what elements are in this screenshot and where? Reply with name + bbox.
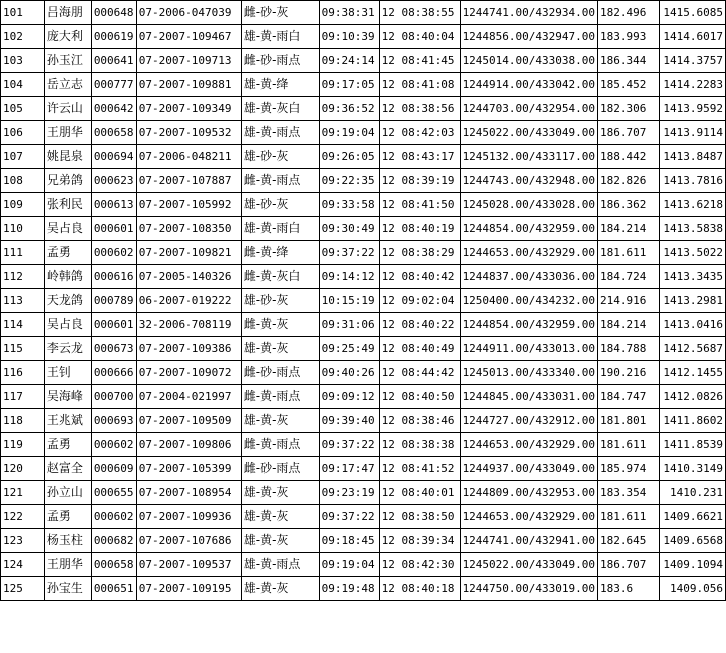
name-cell: 兄弟鸽 — [44, 169, 91, 193]
name-cell: 王钊 — [44, 361, 91, 385]
start-time-cell: 09:36:52 — [319, 97, 379, 121]
start-time-cell: 09:37:22 — [319, 241, 379, 265]
distance-cell: 181.611 — [598, 433, 660, 457]
distance-cell: 184.724 — [598, 265, 660, 289]
ring-number-cell: 07-2007-108954 — [136, 481, 241, 505]
coordinates-cell: 1244856.00/432947.00 — [460, 25, 597, 49]
name-cell: 张利民 — [44, 193, 91, 217]
name-cell: 孙立山 — [44, 481, 91, 505]
ring-number-cell: 07-2007-108350 — [136, 217, 241, 241]
ring-number-cell: 07-2007-109467 — [136, 25, 241, 49]
table-row — [1, 577, 726, 601]
rank-cell: 104 — [1, 73, 45, 97]
coordinates-cell: 1244911.00/433013.00 — [460, 337, 597, 361]
rank-cell: 121 — [1, 481, 45, 505]
table-row — [1, 409, 726, 433]
rank-cell: 118 — [1, 409, 45, 433]
rank-cell: 124 — [1, 553, 45, 577]
rank-cell: 105 — [1, 97, 45, 121]
feather-cell: 雄-砂-灰 — [241, 289, 319, 313]
distance-cell: 186.362 — [598, 193, 660, 217]
name-cell: 姚昆泉 — [44, 145, 91, 169]
name-cell: 孟勇 — [44, 241, 91, 265]
speed-cell: 1413.8487 — [659, 145, 725, 169]
coordinates-cell: 1244854.00/432959.00 — [460, 217, 597, 241]
rank-cell: 109 — [1, 193, 45, 217]
name-cell: 庞大利 — [44, 25, 91, 49]
start-time-cell: 09:19:04 — [319, 121, 379, 145]
rank-cell: 120 — [1, 457, 45, 481]
coordinates-cell: 1244703.00/432954.00 — [460, 97, 597, 121]
table-body — [1, 1, 726, 601]
feather-cell: 雄-黄-雨白 — [241, 25, 319, 49]
start-time-cell: 09:10:39 — [319, 25, 379, 49]
speed-cell: 1414.6017 — [659, 25, 725, 49]
member-id-cell: 000673 — [91, 337, 136, 361]
member-id-cell: 000623 — [91, 169, 136, 193]
arrival-time-cell: 12 08:40:18 — [379, 577, 460, 601]
table-row — [1, 73, 726, 97]
start-time-cell: 10:15:19 — [319, 289, 379, 313]
arrival-time-cell: 12 08:42:03 — [379, 121, 460, 145]
start-time-cell: 09:31:06 — [319, 313, 379, 337]
name-cell: 孙宝生 — [44, 577, 91, 601]
coordinates-cell: 1244854.00/432959.00 — [460, 313, 597, 337]
distance-cell: 186.344 — [598, 49, 660, 73]
speed-cell: 1413.9114 — [659, 121, 725, 145]
coordinates-cell: 1244743.00/432948.00 — [460, 169, 597, 193]
coordinates-cell: 1244741.00/432934.00 — [460, 1, 597, 25]
arrival-time-cell: 12 08:39:19 — [379, 169, 460, 193]
table-row — [1, 97, 726, 121]
speed-cell: 1413.3435 — [659, 265, 725, 289]
ring-number-cell: 07-2007-109349 — [136, 97, 241, 121]
table-row — [1, 457, 726, 481]
feather-cell: 雌-砂-雨点 — [241, 457, 319, 481]
distance-cell: 214.916 — [598, 289, 660, 313]
name-cell: 吴海峰 — [44, 385, 91, 409]
member-id-cell: 000789 — [91, 289, 136, 313]
rank-cell: 123 — [1, 529, 45, 553]
feather-cell: 雄-黄-灰 — [241, 529, 319, 553]
start-time-cell: 09:38:31 — [319, 1, 379, 25]
coordinates-cell: 1244653.00/432929.00 — [460, 433, 597, 457]
start-time-cell: 09:37:22 — [319, 433, 379, 457]
distance-cell: 186.707 — [598, 121, 660, 145]
speed-cell: 1412.5687 — [659, 337, 725, 361]
speed-cell: 1413.5838 — [659, 217, 725, 241]
table-row — [1, 121, 726, 145]
arrival-time-cell: 12 08:41:08 — [379, 73, 460, 97]
rank-cell: 115 — [1, 337, 45, 361]
rank-cell: 114 — [1, 313, 45, 337]
ring-number-cell: 07-2007-109881 — [136, 73, 241, 97]
arrival-time-cell: 12 08:41:52 — [379, 457, 460, 481]
arrival-time-cell: 12 08:42:30 — [379, 553, 460, 577]
table-row — [1, 289, 726, 313]
coordinates-cell: 1244727.00/432912.00 — [460, 409, 597, 433]
ring-number-cell: 06-2007-019222 — [136, 289, 241, 313]
coordinates-cell: 1244937.00/433049.00 — [460, 457, 597, 481]
ring-number-cell: 07-2005-140326 — [136, 265, 241, 289]
rank-cell: 101 — [1, 1, 45, 25]
arrival-time-cell: 12 08:41:45 — [379, 49, 460, 73]
speed-cell: 1409.6568 — [659, 529, 725, 553]
table-row — [1, 313, 726, 337]
table-row — [1, 169, 726, 193]
start-time-cell: 09:19:04 — [319, 553, 379, 577]
distance-cell: 190.216 — [598, 361, 660, 385]
member-id-cell: 000655 — [91, 481, 136, 505]
coordinates-cell: 1245013.00/433340.00 — [460, 361, 597, 385]
ring-number-cell: 07-2007-105399 — [136, 457, 241, 481]
arrival-time-cell: 12 08:38:46 — [379, 409, 460, 433]
distance-cell: 184.214 — [598, 313, 660, 337]
member-id-cell: 000616 — [91, 265, 136, 289]
arrival-time-cell: 12 09:02:04 — [379, 289, 460, 313]
name-cell: 王朋华 — [44, 553, 91, 577]
feather-cell: 雌-黄-雨点 — [241, 385, 319, 409]
arrival-time-cell: 12 08:40:50 — [379, 385, 460, 409]
rank-cell: 108 — [1, 169, 45, 193]
start-time-cell: 09:24:14 — [319, 49, 379, 73]
speed-cell: 1412.1455 — [659, 361, 725, 385]
speed-cell: 1412.0826 — [659, 385, 725, 409]
table-row — [1, 241, 726, 265]
speed-cell: 1409.056 — [659, 577, 725, 601]
rank-cell: 103 — [1, 49, 45, 73]
feather-cell: 雌-黄-灰 — [241, 313, 319, 337]
rank-cell: 113 — [1, 289, 45, 313]
ring-number-cell: 07-2004-021997 — [136, 385, 241, 409]
arrival-time-cell: 12 08:40:22 — [379, 313, 460, 337]
member-id-cell: 000609 — [91, 457, 136, 481]
arrival-time-cell: 12 08:40:19 — [379, 217, 460, 241]
ring-number-cell: 07-2006-047039 — [136, 1, 241, 25]
name-cell: 天龙鸽 — [44, 289, 91, 313]
member-id-cell: 000601 — [91, 313, 136, 337]
name-cell: 王兆斌 — [44, 409, 91, 433]
ring-number-cell: 07-2007-109806 — [136, 433, 241, 457]
distance-cell: 183.993 — [598, 25, 660, 49]
feather-cell: 雄-砂-灰 — [241, 145, 319, 169]
coordinates-cell: 1250400.00/434232.00 — [460, 289, 597, 313]
start-time-cell: 09:26:05 — [319, 145, 379, 169]
start-time-cell: 09:25:49 — [319, 337, 379, 361]
name-cell: 孙玉江 — [44, 49, 91, 73]
member-id-cell: 000641 — [91, 49, 136, 73]
ring-number-cell: 32-2006-708119 — [136, 313, 241, 337]
coordinates-cell: 1244741.00/432941.00 — [460, 529, 597, 553]
rank-cell: 125 — [1, 577, 45, 601]
table-row — [1, 553, 726, 577]
distance-cell: 185.974 — [598, 457, 660, 481]
member-id-cell: 000658 — [91, 553, 136, 577]
table-row — [1, 193, 726, 217]
distance-cell: 186.707 — [598, 553, 660, 577]
name-cell: 许云山 — [44, 97, 91, 121]
speed-cell: 1409.1094 — [659, 553, 725, 577]
speed-cell: 1413.9592 — [659, 97, 725, 121]
arrival-time-cell: 12 08:38:29 — [379, 241, 460, 265]
start-time-cell: 09:39:40 — [319, 409, 379, 433]
name-cell: 岭韩鸽 — [44, 265, 91, 289]
rank-cell: 117 — [1, 385, 45, 409]
rank-cell: 122 — [1, 505, 45, 529]
rank-cell: 102 — [1, 25, 45, 49]
ring-number-cell: 07-2007-109936 — [136, 505, 241, 529]
speed-cell: 1409.6621 — [659, 505, 725, 529]
feather-cell: 雌-砂-雨点 — [241, 49, 319, 73]
member-id-cell: 000613 — [91, 193, 136, 217]
speed-cell: 1410.231 — [659, 481, 725, 505]
distance-cell: 184.214 — [598, 217, 660, 241]
table-row — [1, 505, 726, 529]
coordinates-cell: 1245014.00/433038.00 — [460, 49, 597, 73]
rank-cell: 112 — [1, 265, 45, 289]
coordinates-cell: 1245132.00/433117.00 — [460, 145, 597, 169]
member-id-cell: 000642 — [91, 97, 136, 121]
member-id-cell: 000682 — [91, 529, 136, 553]
feather-cell: 雌-黄-雨点 — [241, 433, 319, 457]
start-time-cell: 09:37:22 — [319, 505, 379, 529]
speed-cell: 1411.8602 — [659, 409, 725, 433]
feather-cell: 雄-黄-灰 — [241, 577, 319, 601]
start-time-cell: 09:14:12 — [319, 265, 379, 289]
coordinates-cell: 1244914.00/433042.00 — [460, 73, 597, 97]
rank-cell: 107 — [1, 145, 45, 169]
member-id-cell: 000658 — [91, 121, 136, 145]
ring-number-cell: 07-2007-109537 — [136, 553, 241, 577]
ring-number-cell: 07-2007-105992 — [136, 193, 241, 217]
distance-cell: 182.826 — [598, 169, 660, 193]
rank-cell: 106 — [1, 121, 45, 145]
ring-number-cell: 07-2007-109532 — [136, 121, 241, 145]
arrival-time-cell: 12 08:44:42 — [379, 361, 460, 385]
ring-number-cell: 07-2007-109386 — [136, 337, 241, 361]
distance-cell: 182.645 — [598, 529, 660, 553]
start-time-cell: 09:18:45 — [319, 529, 379, 553]
table-row — [1, 337, 726, 361]
arrival-time-cell: 12 08:40:04 — [379, 25, 460, 49]
coordinates-cell: 1245022.00/433049.00 — [460, 553, 597, 577]
name-cell: 孟勇 — [44, 433, 91, 457]
distance-cell: 181.611 — [598, 241, 660, 265]
feather-cell: 雄-黄-灰 — [241, 505, 319, 529]
rank-cell: 119 — [1, 433, 45, 457]
speed-cell: 1413.7816 — [659, 169, 725, 193]
table-row — [1, 25, 726, 49]
speed-cell: 1413.5022 — [659, 241, 725, 265]
start-time-cell: 09:33:58 — [319, 193, 379, 217]
member-id-cell: 000777 — [91, 73, 136, 97]
feather-cell: 雄-黄-雨点 — [241, 553, 319, 577]
rank-cell: 111 — [1, 241, 45, 265]
name-cell: 李云龙 — [44, 337, 91, 361]
feather-cell: 雄-砂-灰 — [241, 193, 319, 217]
speed-cell: 1415.6085 — [659, 1, 725, 25]
distance-cell: 184.788 — [598, 337, 660, 361]
speed-cell: 1414.3757 — [659, 49, 725, 73]
coordinates-cell: 1244653.00/432929.00 — [460, 505, 597, 529]
start-time-cell: 09:23:19 — [319, 481, 379, 505]
table-row — [1, 1, 726, 25]
ring-number-cell: 07-2007-109195 — [136, 577, 241, 601]
feather-cell: 雌-黄-绛 — [241, 241, 319, 265]
name-cell: 赵富全 — [44, 457, 91, 481]
member-id-cell: 000602 — [91, 241, 136, 265]
start-time-cell: 09:22:35 — [319, 169, 379, 193]
coordinates-cell: 1244653.00/432929.00 — [460, 241, 597, 265]
speed-cell: 1413.6218 — [659, 193, 725, 217]
rank-cell: 116 — [1, 361, 45, 385]
feather-cell: 雌-黄-雨点 — [241, 169, 319, 193]
start-time-cell: 09:30:49 — [319, 217, 379, 241]
ring-number-cell: 07-2007-107887 — [136, 169, 241, 193]
member-id-cell: 000666 — [91, 361, 136, 385]
distance-cell: 184.747 — [598, 385, 660, 409]
distance-cell: 182.496 — [598, 1, 660, 25]
table-row — [1, 217, 726, 241]
name-cell: 吴占良 — [44, 313, 91, 337]
ring-number-cell: 07-2007-109821 — [136, 241, 241, 265]
ring-number-cell: 07-2007-109072 — [136, 361, 241, 385]
distance-cell: 181.801 — [598, 409, 660, 433]
coordinates-cell: 1245028.00/433028.00 — [460, 193, 597, 217]
name-cell: 岳立志 — [44, 73, 91, 97]
arrival-time-cell: 12 08:40:01 — [379, 481, 460, 505]
name-cell: 吴占良 — [44, 217, 91, 241]
member-id-cell: 000602 — [91, 433, 136, 457]
coordinates-cell: 1245022.00/433049.00 — [460, 121, 597, 145]
rank-cell: 110 — [1, 217, 45, 241]
member-id-cell: 000601 — [91, 217, 136, 241]
ring-number-cell: 07-2007-109509 — [136, 409, 241, 433]
arrival-time-cell: 12 08:38:55 — [379, 1, 460, 25]
distance-cell: 182.306 — [598, 97, 660, 121]
arrival-time-cell: 12 08:40:42 — [379, 265, 460, 289]
arrival-time-cell: 12 08:38:50 — [379, 505, 460, 529]
start-time-cell: 09:09:12 — [319, 385, 379, 409]
ring-number-cell: 07-2006-048211 — [136, 145, 241, 169]
name-cell: 孟勇 — [44, 505, 91, 529]
start-time-cell: 09:17:47 — [319, 457, 379, 481]
start-time-cell: 09:19:48 — [319, 577, 379, 601]
speed-cell: 1413.0416 — [659, 313, 725, 337]
arrival-time-cell: 12 08:41:50 — [379, 193, 460, 217]
coordinates-cell: 1244809.00/432953.00 — [460, 481, 597, 505]
distance-cell: 185.452 — [598, 73, 660, 97]
member-id-cell: 000694 — [91, 145, 136, 169]
table-row — [1, 385, 726, 409]
distance-cell: 183.6 — [598, 577, 660, 601]
member-id-cell: 000619 — [91, 25, 136, 49]
member-id-cell: 000648 — [91, 1, 136, 25]
member-id-cell: 000693 — [91, 409, 136, 433]
distance-cell: 181.611 — [598, 505, 660, 529]
speed-cell: 1411.8539 — [659, 433, 725, 457]
start-time-cell: 09:40:26 — [319, 361, 379, 385]
feather-cell: 雄-黄-雨点 — [241, 121, 319, 145]
arrival-time-cell: 12 08:38:38 — [379, 433, 460, 457]
coordinates-cell: 1244750.00/433019.00 — [460, 577, 597, 601]
feather-cell: 雄-黄-绛 — [241, 73, 319, 97]
speed-cell: 1414.2283 — [659, 73, 725, 97]
table-row — [1, 49, 726, 73]
speed-cell: 1410.3149 — [659, 457, 725, 481]
feather-cell: 雌-黄-灰白 — [241, 265, 319, 289]
coordinates-cell: 1244837.00/433036.00 — [460, 265, 597, 289]
name-cell: 杨玉柱 — [44, 529, 91, 553]
arrival-time-cell: 12 08:39:34 — [379, 529, 460, 553]
distance-cell: 183.354 — [598, 481, 660, 505]
arrival-time-cell: 12 08:40:49 — [379, 337, 460, 361]
distance-cell: 188.442 — [598, 145, 660, 169]
table-row — [1, 361, 726, 385]
feather-cell: 雌-砂-灰 — [241, 1, 319, 25]
name-cell: 吕海朋 — [44, 1, 91, 25]
arrival-time-cell: 12 08:38:56 — [379, 97, 460, 121]
start-time-cell: 09:17:05 — [319, 73, 379, 97]
speed-cell: 1413.2981 — [659, 289, 725, 313]
table-row — [1, 529, 726, 553]
table-row — [1, 481, 726, 505]
feather-cell: 雄-黄-灰 — [241, 337, 319, 361]
feather-cell: 雄-黄-灰 — [241, 409, 319, 433]
member-id-cell: 000651 — [91, 577, 136, 601]
member-id-cell: 000602 — [91, 505, 136, 529]
ring-number-cell: 07-2007-109713 — [136, 49, 241, 73]
table-row — [1, 265, 726, 289]
feather-cell: 雄-黄-灰 — [241, 481, 319, 505]
feather-cell: 雄-黄-灰白 — [241, 97, 319, 121]
name-cell: 王朋华 — [44, 121, 91, 145]
table-row — [1, 145, 726, 169]
coordinates-cell: 1244845.00/433031.00 — [460, 385, 597, 409]
table-row — [1, 433, 726, 457]
member-id-cell: 000700 — [91, 385, 136, 409]
arrival-time-cell: 12 08:43:17 — [379, 145, 460, 169]
feather-cell: 雄-黄-雨白 — [241, 217, 319, 241]
ring-number-cell: 07-2007-107686 — [136, 529, 241, 553]
feather-cell: 雌-砂-雨点 — [241, 361, 319, 385]
